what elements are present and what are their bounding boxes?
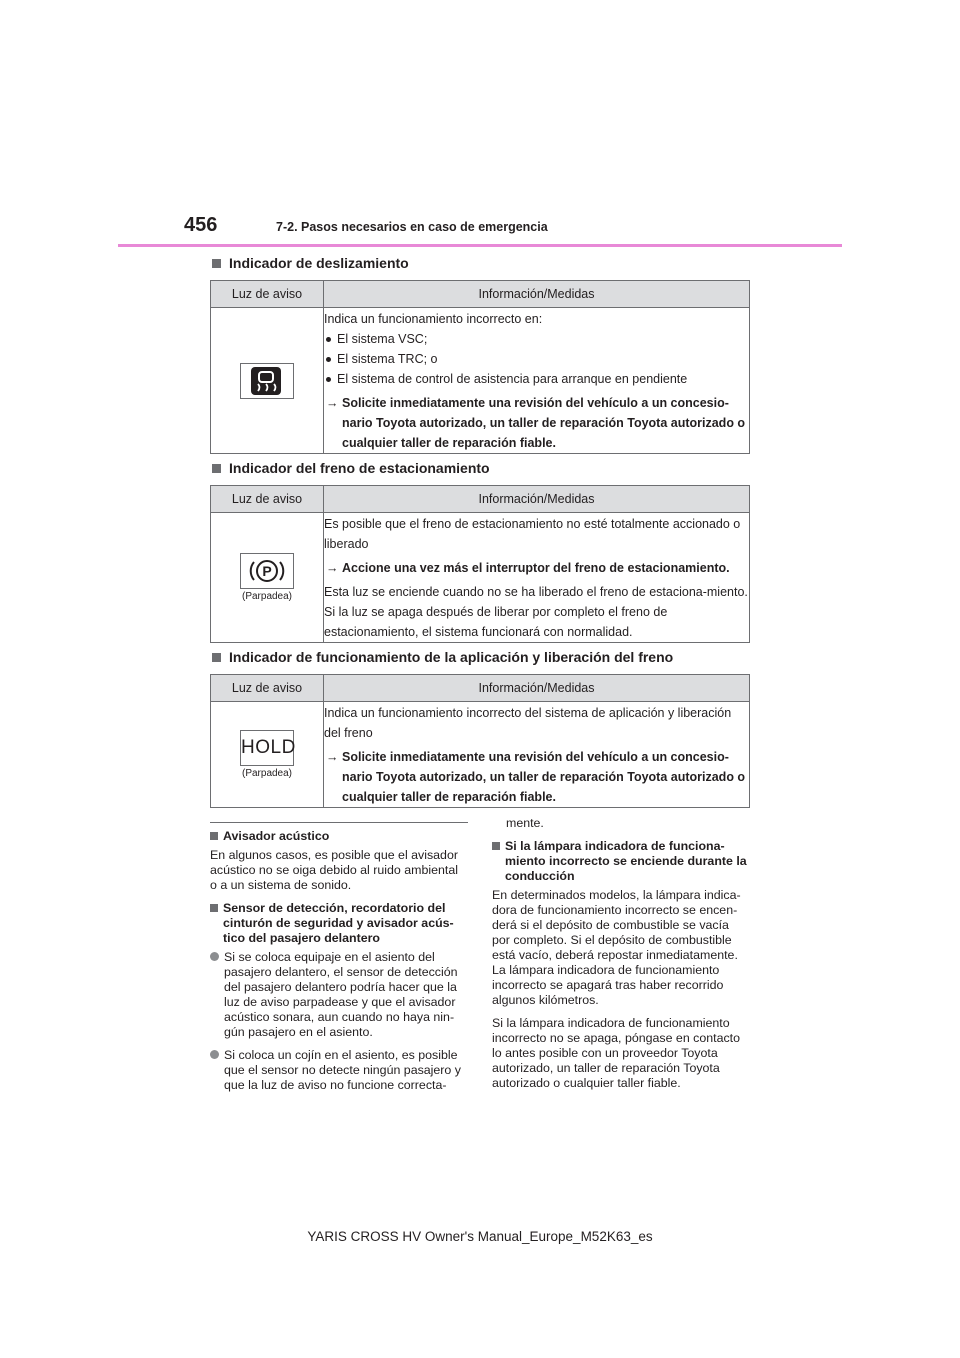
col-header-light: Luz de aviso	[211, 675, 324, 702]
list-item: El sistema de control de asistencia para arranque en pendiente	[324, 369, 749, 389]
circle-bullet-icon	[210, 952, 219, 961]
note-body: En algunos casos, es posible que el avisador acústico no se oiga debido al ruido ambiental o a un sistema de sonido.	[210, 848, 458, 892]
note-body: Si la lámpara indicadora de funcionamiento incorrecto no se apaga, póngase en contacto lo antes posible con un proveedor Toyota autorizado, un taller de reparación Toyota autorizado o cualquier taller fiable.	[492, 1016, 740, 1090]
parking-brake-icon	[247, 556, 287, 586]
page-number: 456	[184, 214, 218, 236]
square-bullet-icon	[210, 832, 218, 840]
col-header-info: Información/Medidas	[324, 281, 750, 308]
icon-caption: (Parpadea)	[241, 591, 293, 602]
section-title-hold: Indicador de funcionamiento de la aplicación y liberación del freno	[212, 649, 673, 665]
arrow-icon: →	[326, 560, 339, 575]
arrow-icon: →	[326, 395, 339, 410]
action-line: → Accione una vez más el interruptor del freno de estacionamiento.	[324, 558, 749, 578]
col-header-light: Luz de aviso	[211, 486, 324, 513]
action-line: → Solicite inmediatamente una revisión del vehículo a un concesio-nario Toyota autorizado, un taller de reparación Toyota autorizado o cualquier taller de reparación fiable.	[324, 393, 749, 453]
square-bullet-icon	[210, 904, 218, 912]
hold-icon: HOLD	[241, 737, 296, 758]
list-item: El sistema VSC;	[324, 329, 749, 349]
col-header-info: Información/Medidas	[324, 486, 750, 513]
note-title: Si la lámpara indicadora de funciona-miento incorrecto se enciende durante la conducción	[492, 839, 750, 884]
col-header-info: Información/Medidas	[324, 675, 750, 702]
info-outro: Esta luz se enciende cuando no se ha liberado el freno de estaciona-miento. Si la luz se apaga después de liberar por completo el freno de estacionamiento, el sistema funcionará con normalidad.	[324, 584, 748, 639]
note-continuation: mente.	[506, 816, 544, 830]
info-intro: Indica un funcionamiento incorrecto en:	[324, 311, 543, 326]
note-body: En determinados modelos, la lámpara indica-dora de funcionamiento incorrecto se encen-derá si el depósito de combustible se vacía por completo. Si el depósito de combustible está vacío, deberá repostar inmediatamente. La lámpara indicadora de funcionamiento incorrecto se apagará tras haber recorrido algunos kilómetros.	[492, 888, 741, 1007]
notes-right-column	[492, 816, 750, 1099]
list-item: Si coloca un cojín en el asiento, es posible que el sensor no detecte ningún pasajero y que la luz de aviso no funcione correcta-	[210, 1048, 468, 1093]
square-bullet-icon	[212, 653, 221, 662]
info-intro: Es posible que el freno de estacionamiento no esté totalmente accionado o liberado	[324, 516, 741, 551]
col-header-light: Luz de aviso	[211, 281, 324, 308]
table-hold	[210, 674, 750, 808]
arrow-icon: →	[326, 749, 339, 764]
page-header	[184, 214, 844, 246]
note-title: Sensor de detección, recordatorio del cinturón de seguridad y avisador acús-tico del pasajero delantero	[210, 901, 468, 946]
hold-lamp	[240, 730, 294, 766]
slip-indicator-icon	[251, 367, 281, 395]
page-footer: YARIS CROSS HV Owner's Manual_Europe_M52K63_es	[307, 1229, 653, 1244]
svg-text:P: P	[262, 563, 272, 579]
square-bullet-icon	[492, 842, 500, 850]
section-title-slip: Indicador de deslizamiento	[212, 255, 409, 271]
square-bullet-icon	[212, 259, 221, 268]
list-item: El sistema TRC; o	[324, 349, 749, 369]
slip-indicator-lamp	[240, 363, 294, 399]
note-title: Avisador acústico	[210, 829, 468, 844]
list-item: Si se coloca equipaje en el asiento del pasajero delantero, el sensor de detección del pasajero delantero podría hacer que la luz de aviso parpadease y que el avisador acústico sonara, aun cuando no haya nin-gún pasajero en el asiento.	[210, 950, 468, 1040]
info-intro: Indica un funcionamiento incorrecto del sistema de aplicación y liberación del freno	[324, 705, 732, 740]
parking-brake-lamp	[240, 553, 294, 589]
circle-bullet-icon	[210, 1050, 219, 1059]
notes-left-column	[210, 829, 468, 1101]
square-bullet-icon	[212, 464, 221, 473]
table-slip-indicator	[210, 280, 750, 454]
icon-caption: (Parpadea)	[241, 768, 293, 779]
header-divider	[118, 244, 842, 247]
section-title-parking-brake: Indicador del freno de estacionamiento	[212, 460, 490, 476]
action-line: → Solicite inmediatamente una revisión del vehículo a un concesio-nario Toyota autorizado, un taller de reparación Toyota autorizado o cualquier taller de reparación fiable.	[324, 747, 749, 807]
table-parking-brake	[210, 485, 750, 643]
chapter-title: 7-2. Pasos necesarios en caso de emergencia	[276, 220, 548, 234]
notes-divider	[210, 822, 468, 823]
